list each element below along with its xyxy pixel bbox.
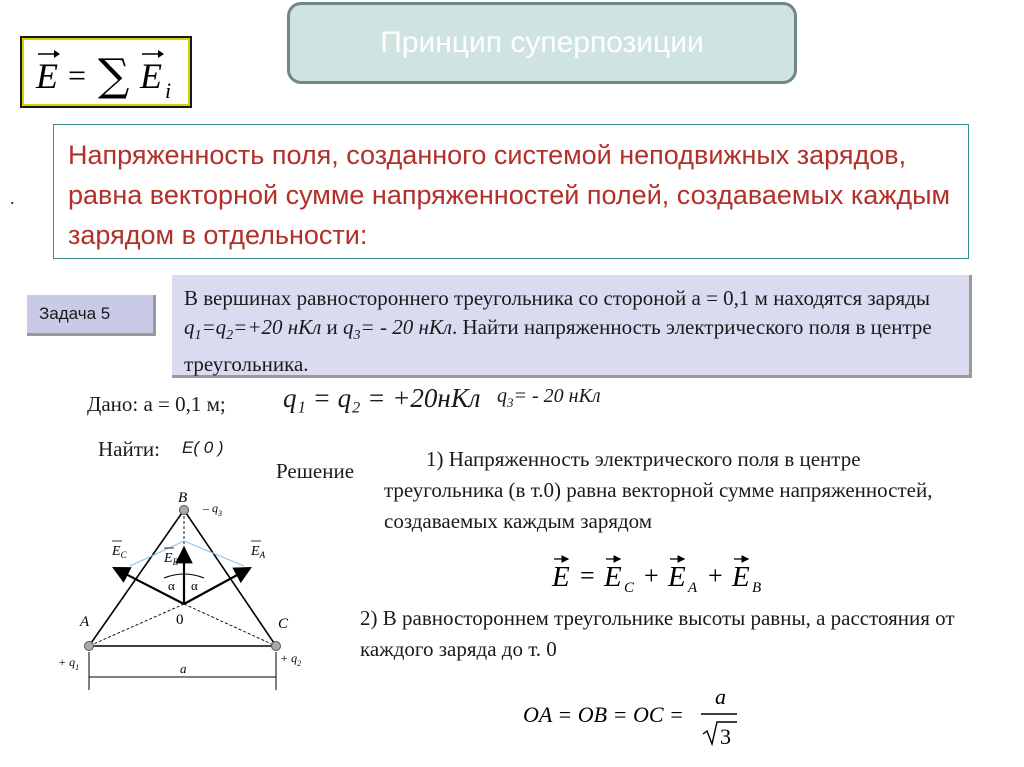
sum-t2-sub: A: [688, 580, 698, 596]
formula-eq: =: [68, 57, 87, 93]
task-eq1: =: [201, 315, 216, 339]
ec-label: [111, 544, 128, 560]
vertex-c-label: C: [278, 616, 289, 632]
sum-lhs: E: [552, 561, 570, 593]
sum-t3-sub: B: [752, 580, 762, 596]
given-formula: q₁ = q₂ = +20нКл: [283, 383, 481, 413]
side-dot: .: [10, 188, 15, 208]
eb-letter: E: [164, 551, 173, 566]
given-q3-val: = - 20 нКл: [513, 385, 601, 407]
dist-lhs: OA = OB = OC =: [523, 702, 684, 727]
sum-eq: =: [580, 561, 595, 590]
q2-letter: + q: [280, 651, 298, 665]
vertex-a-label: A: [80, 614, 90, 630]
sum-t1: E: [604, 561, 622, 593]
q3-sub: 3: [218, 509, 222, 518]
task-text-before: В вершинах равностороннего треугольника со стороной а = 0,1 м находятся заряды: [184, 286, 930, 310]
task-q1-sub: 1: [194, 328, 202, 344]
sum-t3: E: [732, 561, 750, 593]
task-and: и: [321, 315, 344, 339]
ea-letter: E: [251, 544, 260, 559]
q3-letter: – q: [203, 501, 218, 515]
ec-sub: C: [120, 550, 127, 560]
distance-formula: [523, 682, 753, 767]
alpha-right: α: [191, 578, 198, 593]
slide-title-text: Принцип суперпозиции: [380, 26, 704, 59]
q2-label: [280, 651, 301, 668]
step2-text: 2) В равностороннем треугольнике высоты равны, а расстояния от каждого заряда до т. 0: [360, 606, 955, 661]
q3-label: [202, 501, 222, 518]
sum-p1: +: [644, 561, 659, 590]
step1-text: 1) Напряженность электрического поля в центре треугольника (в т.0) равна векторной сумме напряженностей, создаваемых каждым зарядом: [384, 447, 933, 533]
eb-label: [163, 551, 179, 567]
q1-sub: 1: [75, 663, 80, 672]
eb-sub: B: [172, 557, 179, 567]
task-q2: q: [215, 315, 227, 339]
formula-sum: ∑: [98, 50, 130, 101]
q2-sub: 2: [297, 659, 302, 668]
task-val3: = - 20 нКл: [360, 315, 452, 339]
task-q3-sub: 3: [353, 328, 361, 344]
sum-p2: +: [708, 561, 723, 590]
task-statement: [172, 275, 972, 378]
ec-letter: E: [112, 544, 121, 559]
principle-statement: [53, 124, 969, 259]
triangle-diagram: [40, 478, 360, 698]
alpha-left: α: [168, 578, 175, 593]
vector-sum-formula: [548, 550, 778, 601]
solution-label: Решение: [276, 459, 355, 483]
slide-title: [287, 2, 797, 84]
given-q3-letter: q: [497, 385, 507, 407]
find-value: E( 0 ): [182, 438, 224, 457]
center-label: 0: [176, 612, 184, 628]
given-label: Дано: а = 0,1 м;: [87, 392, 226, 416]
superposition-formula: [24, 40, 188, 104]
principle-text: Напряженность поля, созданного системой неподвижных зарядов, равна векторной сумме напряженностей полей, создаваемых каждым зарядом в отдельности:: [68, 140, 951, 250]
task-q2-sub: 2: [226, 328, 234, 344]
superposition-formula-box: [20, 36, 192, 108]
ea-sub: A: [259, 550, 266, 560]
dist-den: 3: [720, 724, 731, 749]
task-text-after: . Найти напряженность электрического поля в центре треугольника.: [184, 315, 932, 377]
formula-rhs-sub: i: [165, 78, 172, 103]
ea-label: [250, 544, 266, 560]
given-q3: [497, 385, 601, 411]
task-label: [27, 295, 156, 336]
formula-lhs: E: [36, 56, 58, 96]
task-val1: =+20 нКл: [233, 315, 322, 339]
given-q3-sub: 3: [507, 395, 514, 410]
task-q3: q: [343, 315, 354, 339]
side-a-label: a: [180, 661, 187, 676]
sum-t1-sub: C: [624, 580, 635, 596]
task-label-text: Задача 5: [39, 304, 111, 323]
find-label: Найти:: [98, 437, 160, 461]
q1-letter: + q: [58, 655, 76, 669]
formula-rhs: E: [140, 56, 162, 96]
task-q1: q: [184, 315, 195, 339]
q1-label: [58, 655, 79, 672]
sum-t2: E: [668, 561, 686, 593]
vertex-b-label: B: [178, 490, 188, 506]
dist-num: a: [715, 684, 726, 709]
